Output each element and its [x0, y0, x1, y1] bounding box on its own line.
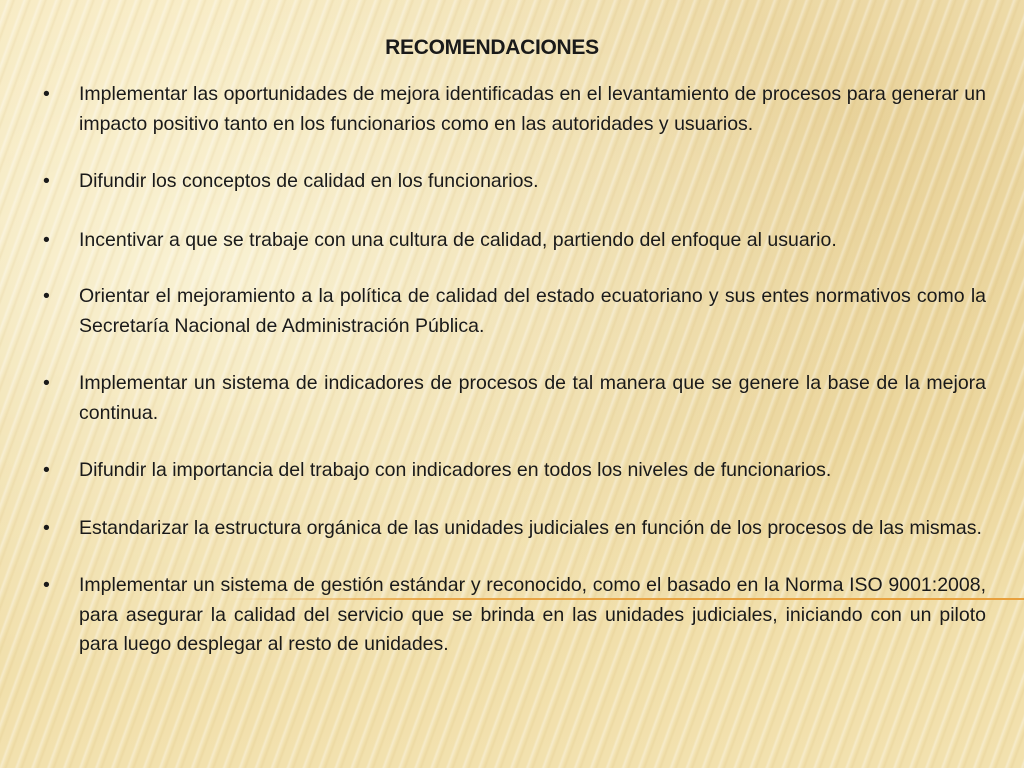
list-item-text: Orientar el mejoramiento a la política de calidad del estado ecuatoriano y sus entes normativos como la Secretaría Nacional de Administración Pública.	[79, 285, 986, 337]
bullet-icon: •	[43, 170, 50, 192]
bullet-icon: •	[43, 516, 50, 539]
list-item	[40, 80, 986, 139]
recommendations-list	[40, 80, 986, 688]
list-item-text: Implementar un sistema de indicadores de procesos de tal manera que se genere la base de la mejora continua.	[79, 372, 986, 424]
list-item-text: Incentivar a que se trabaje con una cultura de calidad, partiendo del enfoque al usuario.	[79, 228, 837, 251]
list-item	[40, 514, 986, 544]
list-item-text: Implementar las oportunidades de mejora identificadas en el levantamiento de procesos para generar un impacto positivo tanto en los funcionarios como en las autoridades y usuarios.	[79, 83, 986, 135]
list-item	[40, 571, 986, 660]
slide-title	[0, 36, 1024, 60]
bullet-icon: •	[43, 459, 50, 481]
bullet-icon: •	[43, 83, 50, 105]
bullet-icon: •	[43, 228, 50, 251]
bullet-icon: •	[43, 574, 50, 596]
list-item-text: Difundir la importancia del trabajo con indicadores en todos los niveles de funcionarios.	[79, 459, 832, 481]
list-item-text: Estandarizar la estructura orgánica de las unidades judiciales en función de los procesos de las mismas.	[79, 516, 982, 539]
list-item	[40, 226, 986, 256]
bullet-icon: •	[43, 285, 50, 307]
list-item	[40, 282, 986, 341]
list-item-text: Difundir los conceptos de calidad en los funcionarios.	[79, 170, 539, 192]
list-item	[40, 456, 986, 486]
slide-title-text: RECOMENDACIONES	[385, 36, 599, 59]
list-item	[40, 369, 986, 428]
list-item	[40, 167, 986, 197]
list-item-text: Implementar un sistema de gestión estándar y reconocido, como el basado en la Norma ISO 9001:2008, para asegurar la calidad del servicio que se brinda en las unidades judiciales, iniciando con un piloto para luego desplegar al resto de unidades.	[79, 574, 986, 655]
bullet-icon: •	[43, 372, 50, 394]
